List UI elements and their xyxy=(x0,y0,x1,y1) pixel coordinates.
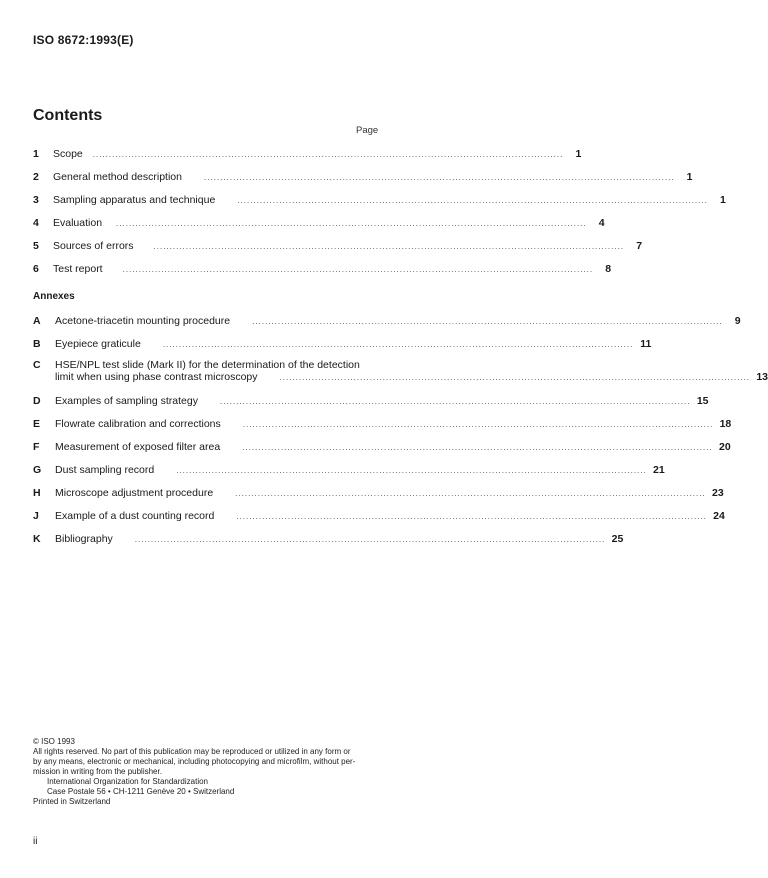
dot-leader: .................................................................................................................................................. xyxy=(176,466,647,475)
annex-title: Bibliography xyxy=(55,533,113,545)
toc-entry-title: Sampling apparatus and technique xyxy=(53,194,216,206)
toc-entry[interactable] xyxy=(33,169,693,183)
annex-entry[interactable] xyxy=(33,313,741,327)
page-column-label: Page xyxy=(356,125,379,136)
toc-entry[interactable] xyxy=(33,238,643,252)
annex-letter: B xyxy=(33,338,41,350)
annex-title: Example of a dust counting record xyxy=(55,510,215,522)
toc-entry-title: Evaluation xyxy=(53,217,103,229)
publisher-address: Case Postale 56 • CH-1211 Genève 20 • Switzerland xyxy=(47,787,235,796)
toc-entry-page: 8 xyxy=(605,263,612,275)
annex-entry[interactable] xyxy=(33,439,731,453)
annex-letter: J xyxy=(33,510,39,522)
dot-leader: .................................................................................................................................................. xyxy=(122,265,594,274)
dot-leader: .................................................................................................................................................. xyxy=(242,443,713,452)
dot-leader: .................................................................................................................................................. xyxy=(219,397,691,406)
dot-leader: .................................................................................................................................................. xyxy=(92,150,564,159)
dot-leader: .................................................................................................................................................. xyxy=(252,317,723,326)
annex-page: 20 xyxy=(719,441,731,453)
printed-in: Printed in Switzerland xyxy=(33,797,111,806)
dot-leader: .................................................................................................................................................. xyxy=(236,512,707,521)
dot-leader: .................................................................................................................................................. xyxy=(279,373,751,382)
toc-entry-title: General method description xyxy=(53,171,182,183)
dot-leader: .................................................................................................................................................. xyxy=(242,420,714,429)
annex-page: 9 xyxy=(734,315,741,327)
copyright-rights-line: All rights reserved. No part of this publication may be reproduced or utilized in any form or xyxy=(33,747,351,756)
annex-page: 18 xyxy=(719,418,732,430)
annex-entry[interactable] xyxy=(33,336,652,350)
toc-entry-page: 7 xyxy=(636,240,643,252)
toc-entry-page: 4 xyxy=(598,217,605,229)
annex-letter: F xyxy=(33,441,40,453)
toc-entry[interactable] xyxy=(33,261,612,275)
dot-leader: .................................................................................................................................................. xyxy=(153,242,625,251)
contents-title: Contents xyxy=(33,107,103,124)
annex-title-line2: limit when using phase contrast microscopy xyxy=(55,371,258,383)
toc-entry[interactable] xyxy=(33,192,726,206)
annexes-heading: Annexes xyxy=(33,291,75,302)
dot-leader: .................................................................................................................................................. xyxy=(204,173,675,182)
toc-entry-title: Test report xyxy=(53,263,103,275)
copyright-notice: © ISO 1993 xyxy=(33,737,75,746)
annex-title: Acetone-triacetin mounting procedure xyxy=(55,315,231,327)
toc-entry-number: 2 xyxy=(33,171,39,183)
footer-page-number: ii xyxy=(33,836,38,847)
toc-entry[interactable] xyxy=(33,146,582,160)
annex-title: Measurement of exposed filter area xyxy=(55,441,221,453)
annex-title: Microscope adjustment procedure xyxy=(55,487,214,499)
toc-entry-page: 1 xyxy=(719,194,726,206)
toc-entry-number: 6 xyxy=(33,263,39,275)
dot-leader: .................................................................................................................................................. xyxy=(235,489,706,498)
annex-title: Flowrate calibration and corrections xyxy=(55,418,221,430)
dot-leader: .................................................................................................................................................. xyxy=(162,340,634,349)
toc-entry-number: 3 xyxy=(33,194,39,206)
dot-leader: .................................................................................................................................................. xyxy=(116,219,587,228)
annex-entry[interactable] xyxy=(33,416,732,430)
toc-entry-page: 1 xyxy=(686,171,693,183)
annex-page: 24 xyxy=(713,510,725,522)
annex-title: Examples of sampling strategy xyxy=(55,395,198,407)
toc-entry-number: 1 xyxy=(33,148,39,160)
toc-entry-page: 1 xyxy=(575,148,582,160)
annex-letter: A xyxy=(33,315,41,327)
dot-leader: .................................................................................................................................................. xyxy=(237,196,708,205)
annex-page: 21 xyxy=(653,464,665,476)
dot-leader: .................................................................................................................................................. xyxy=(134,535,606,544)
annex-page: 25 xyxy=(611,533,624,545)
annex-letter: K xyxy=(33,533,41,545)
annex-title: Eyepiece graticule xyxy=(55,338,141,350)
annex-title-line1: HSE/NPL test slide (Mark II) for the determination of the detection xyxy=(55,359,360,371)
copyright-rights-line: by any means, electronic or mechanical, including photocopying and microfilm, without per- xyxy=(33,757,356,766)
annex-letter: G xyxy=(33,464,42,476)
annex-letter: H xyxy=(33,487,41,499)
annex-letter: D xyxy=(33,395,41,407)
toc-entry-number: 5 xyxy=(33,240,39,252)
annex-entry[interactable] xyxy=(33,393,709,407)
copyright-block xyxy=(33,737,383,807)
annex-entry[interactable] xyxy=(33,508,725,522)
annex-page: 13 xyxy=(756,371,768,383)
annex-letter: C xyxy=(33,359,41,371)
toc-entry-title: Scope xyxy=(53,148,83,160)
publisher-org: International Organization for Standardization xyxy=(47,777,208,786)
annex-entry[interactable] xyxy=(33,359,768,383)
annex-letter: E xyxy=(33,418,41,430)
copyright-rights-line: mission in writing from the publisher. xyxy=(33,767,162,776)
toc-entry-title: Sources of errors xyxy=(53,240,134,252)
annex-entry[interactable] xyxy=(33,462,665,476)
annex-title: Dust sampling record xyxy=(55,464,155,476)
annex-entry[interactable] xyxy=(33,531,624,545)
annex-page: 11 xyxy=(640,338,652,350)
annex-page: 23 xyxy=(712,487,724,499)
toc-entry[interactable] xyxy=(33,215,605,229)
document-id: ISO 8672:1993(E) xyxy=(33,33,134,47)
annex-entry[interactable] xyxy=(33,485,724,499)
toc-entry-number: 4 xyxy=(33,217,39,229)
annex-page: 15 xyxy=(696,395,709,407)
